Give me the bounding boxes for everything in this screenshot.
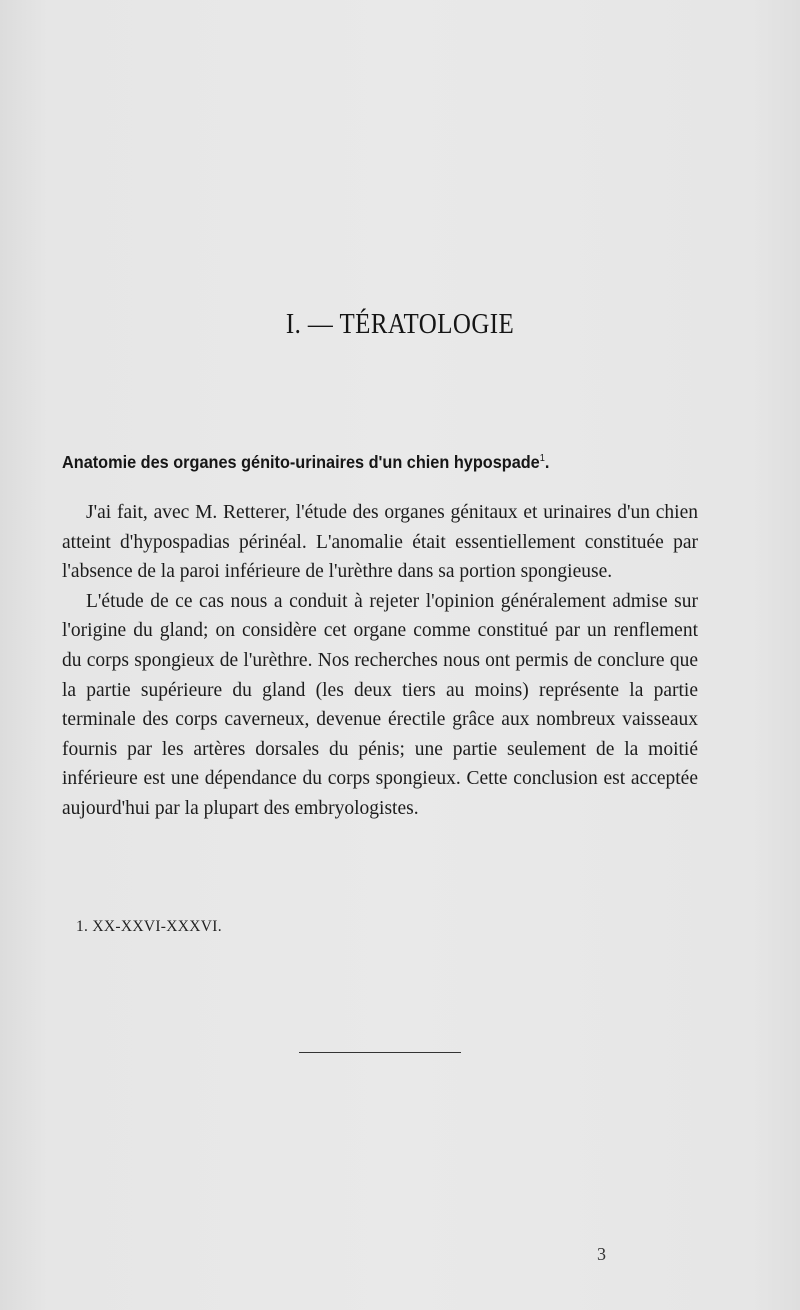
- article-body: [62, 498, 698, 824]
- article-heading: [62, 452, 549, 473]
- footnote: 1. XX-XXVI-XXXVI.: [76, 918, 222, 935]
- section-divider: [299, 1052, 461, 1053]
- article-heading-period: .: [544, 452, 550, 472]
- article-heading-text: Anatomie des organes génito-urinaires d'un chien hypospade: [62, 452, 540, 472]
- page-number: 3: [597, 1244, 606, 1264]
- paragraph-2: L'étude de ce cas nous a conduit à rejeter l'opinion généralement admise sur l'origine du gland; on considère cet organe comme constitué par un renflement du corps spongieux de l'urèthre. Nos recherches nous ont permis de conclure que la partie supérieure du gland (les deux tiers au moins) représente la partie terminale des corps caverneux, devenue érectile grâce aux nombreux vaisseaux fournis par les artères dorsales du pénis; une partie seulement de la moitié inférieure est une dépendance du corps spongieux. Cette conclusion est acceptée aujourd'hui par la plupart des embryologistes.: [62, 590, 698, 819]
- section-title: I. — TÉRATOLOGIE: [285, 308, 515, 340]
- paragraph-1: J'ai fait, avec M. Retterer, l'étude des organes génitaux et urinaires d'un chien atteint d'hypospadias périnéal. L'anomalie était essentiellement constituée par l'absence de la paroi inférieure de l'urèthre dans sa portion spongieuse.: [62, 502, 698, 583]
- footnote-reference: 1: [539, 453, 545, 464]
